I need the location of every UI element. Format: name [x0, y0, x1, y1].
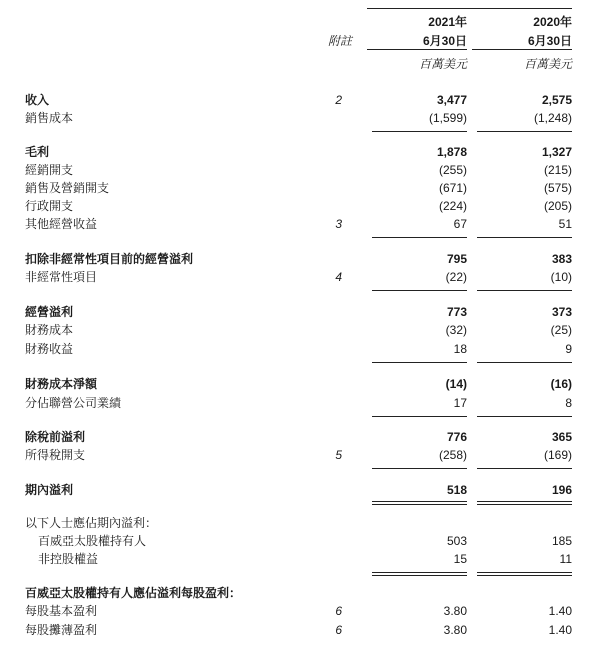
row-value-2020: 196 — [551, 483, 572, 497]
table-row — [0, 215, 606, 233]
row-value-2021: 3.80 — [443, 604, 467, 618]
row-value-2021: (32) — [445, 323, 467, 337]
table-row — [0, 446, 606, 464]
subtotal-rule — [477, 362, 572, 363]
row-label: 銷售及營銷開支 — [25, 181, 110, 195]
row-label: 財務成本淨額 — [25, 377, 98, 391]
row-label: 其他經營收益 — [25, 217, 98, 231]
row-value-2021: 518 — [446, 483, 467, 497]
row-value-2020: 2,575 — [541, 93, 572, 107]
row-label: 經營溢利 — [25, 305, 74, 319]
row-label: 每股基本盈利 — [25, 604, 98, 618]
row-value-2020: 365 — [551, 430, 572, 444]
row-value-2021: 773 — [446, 305, 467, 319]
subtotal-rule — [477, 237, 572, 238]
row-note: 4 — [335, 270, 342, 284]
row-label: 毛利 — [25, 145, 50, 159]
row-note: 5 — [335, 448, 342, 462]
row-label: 百威亞太股權持有人 — [38, 534, 147, 548]
row-value-2020: 8 — [565, 396, 572, 410]
col1-year: 2021年 — [428, 15, 467, 29]
col1-date: 6月30日 — [422, 34, 467, 48]
col2-date: 6月30日 — [527, 34, 572, 48]
table-row — [0, 161, 606, 179]
row-value-2020: 1.40 — [548, 623, 572, 637]
total-double-rule — [477, 504, 572, 505]
row-value-2020: (25) — [550, 323, 572, 337]
row-label: 銷售成本 — [25, 111, 74, 125]
row-label: 除稅前溢利 — [25, 430, 86, 444]
table-row — [0, 375, 606, 393]
row-note: 2 — [335, 93, 342, 107]
row-label: 收入 — [25, 93, 50, 107]
row-note: 6 — [335, 604, 342, 618]
row-label: 每股攤薄盈利 — [25, 623, 98, 637]
row-value-2021: 15 — [453, 552, 467, 566]
row-value-2021: 67 — [453, 217, 467, 231]
row-label: 百威亞太股權持有人應佔溢利每股盈利： — [25, 586, 242, 600]
row-value-2020: (169) — [543, 448, 572, 462]
row-value-2020: (16) — [550, 377, 572, 391]
row-value-2020: 373 — [551, 305, 572, 319]
table-row — [0, 197, 606, 215]
subtotal-rule — [372, 131, 467, 132]
row-label: 分佔聯營公司業績 — [25, 396, 122, 410]
subtotal-rule — [477, 131, 572, 132]
table-row — [0, 428, 606, 446]
table-row — [0, 268, 606, 286]
col2-unit: 百萬美元 — [523, 57, 572, 71]
row-label: 扣除非經常性項目前的經營溢利 — [25, 252, 194, 266]
total-double-rule — [477, 501, 572, 502]
row-value-2021: 17 — [453, 396, 467, 410]
table-row — [0, 303, 606, 321]
row-value-2020: (575) — [543, 181, 572, 195]
row-value-2021: 1,878 — [436, 145, 467, 159]
row-value-2021: 3.80 — [443, 623, 467, 637]
subtotal-rule — [477, 290, 572, 291]
row-value-2021: 795 — [446, 252, 467, 266]
row-value-2020: (205) — [543, 199, 572, 213]
row-value-2020: (215) — [543, 163, 572, 177]
row-value-2021: 503 — [446, 534, 467, 548]
table-row — [0, 532, 606, 550]
total-double-rule — [477, 572, 572, 573]
row-note: 6 — [335, 623, 342, 637]
row-value-2021: (671) — [438, 181, 467, 195]
total-double-rule — [477, 575, 572, 576]
row-label: 所得稅開支 — [25, 448, 86, 462]
row-label: 行政開支 — [25, 199, 74, 213]
row-value-2020: 1,327 — [541, 145, 572, 159]
row-label: 經銷開支 — [25, 163, 74, 177]
total-double-rule — [372, 575, 467, 576]
row-value-2021: 776 — [446, 430, 467, 444]
table-row — [0, 602, 606, 620]
table-row — [0, 109, 606, 127]
row-value-2020: 51 — [558, 217, 572, 231]
subtotal-rule — [372, 362, 467, 363]
row-value-2021: (255) — [438, 163, 467, 177]
col2-year: 2020年 — [533, 15, 572, 29]
table-row — [0, 621, 606, 639]
subtotal-rule — [477, 468, 572, 469]
table-row — [0, 250, 606, 268]
table-row — [0, 481, 606, 499]
table-row — [0, 321, 606, 339]
row-value-2020: 11 — [559, 552, 572, 566]
row-label: 財務成本 — [25, 323, 74, 337]
table-row — [0, 143, 606, 161]
header-top-rule — [367, 8, 572, 9]
table-row — [0, 340, 606, 358]
row-label: 以下人士應佔期內溢利： — [25, 516, 158, 530]
col1-unit: 百萬美元 — [418, 57, 467, 71]
table-row — [0, 514, 606, 532]
row-label: 期內溢利 — [25, 483, 74, 497]
row-label: 非控股權益 — [38, 552, 99, 566]
subtotal-rule — [372, 237, 467, 238]
row-note: 3 — [335, 217, 342, 231]
subtotal-rule — [372, 468, 467, 469]
table-row — [0, 91, 606, 109]
row-value-2021: (258) — [438, 448, 467, 462]
col2-header-rule — [472, 49, 572, 50]
row-value-2020: 9 — [565, 342, 572, 356]
table-row — [0, 550, 606, 568]
subtotal-rule — [477, 416, 572, 417]
table-row — [0, 584, 606, 602]
row-value-2020: (10) — [550, 270, 572, 284]
total-double-rule — [372, 501, 467, 502]
table-row — [0, 394, 606, 412]
row-value-2020: (1,248) — [533, 111, 572, 125]
col1-header-rule — [367, 49, 467, 50]
row-value-2021: (14) — [445, 377, 467, 391]
subtotal-rule — [372, 416, 467, 417]
row-label: 非經常性項目 — [25, 270, 98, 284]
row-value-2021: (224) — [438, 199, 467, 213]
subtotal-rule — [372, 290, 467, 291]
total-double-rule — [372, 504, 467, 505]
row-label: 財務收益 — [25, 342, 74, 356]
row-value-2021: 3,477 — [436, 93, 467, 107]
row-value-2020: 185 — [551, 534, 572, 548]
row-value-2021: (22) — [445, 270, 467, 284]
row-value-2020: 1.40 — [548, 604, 572, 618]
table-row — [0, 179, 606, 197]
row-value-2021: (1,599) — [428, 111, 467, 125]
row-value-2020: 383 — [551, 252, 572, 266]
note-column-header: 附註 — [327, 34, 352, 48]
row-value-2021: 18 — [453, 342, 467, 356]
total-double-rule — [372, 572, 467, 573]
